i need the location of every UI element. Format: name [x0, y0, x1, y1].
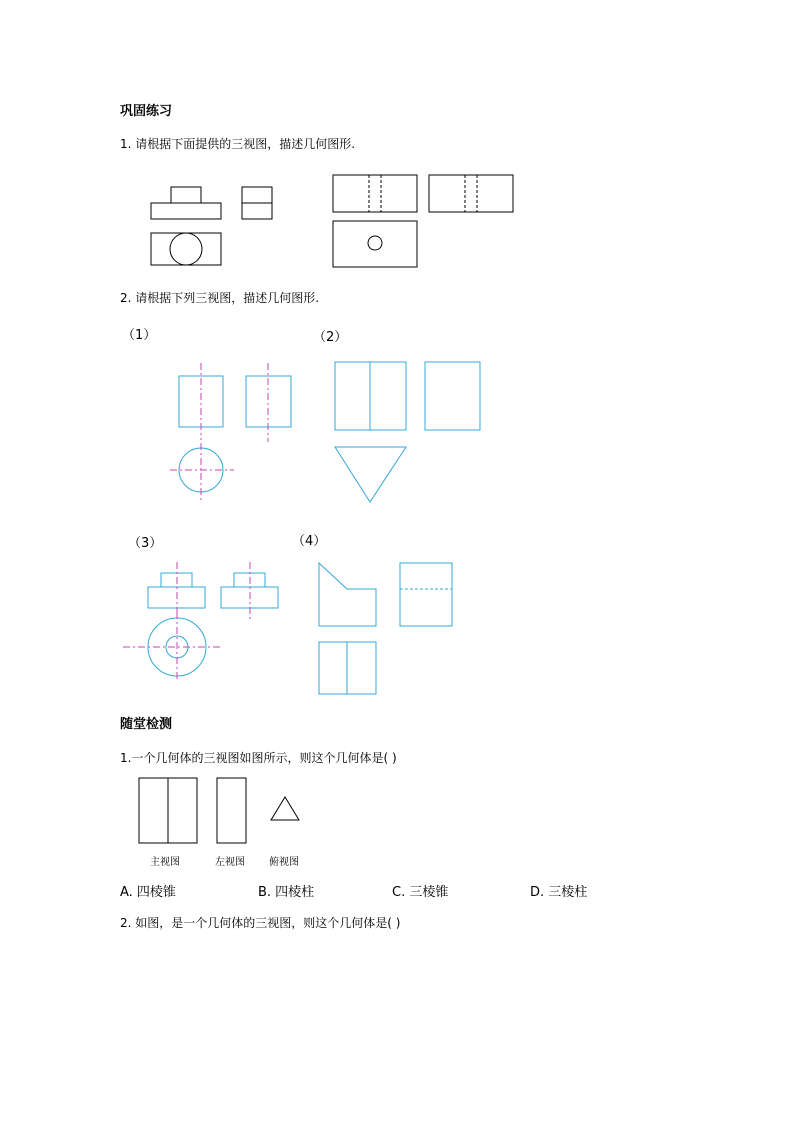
option-d[interactable]: D. 三棱柱 — [530, 885, 588, 900]
front-view-top-rect — [171, 187, 201, 203]
top-view-rect — [333, 221, 417, 267]
sub-label-1: （1） — [122, 328, 157, 343]
front-view-rect — [333, 175, 417, 212]
top-view-triangle — [335, 447, 406, 502]
sub-label-3: （3） — [128, 536, 163, 551]
quiz-figure-triangular-prism — [139, 778, 299, 843]
question-2-text: 2. 请根据下列三视图，描述几何图形. — [120, 291, 320, 305]
section-heading-consolidation: 巩固练习 — [120, 104, 173, 119]
side-view-rect — [429, 175, 513, 212]
question-1-text: 1. 请根据下面提供的三视图，描述几何图形. — [120, 137, 356, 151]
q1-figure-stepped-block — [151, 187, 272, 265]
option-c[interactable]: C. 三棱锥 — [392, 885, 449, 900]
caption-top-view: 俯视图 — [269, 857, 299, 868]
figure-3-stepped-cylinder — [123, 562, 278, 680]
figure-1-cylinder — [170, 363, 291, 500]
quiz-question-2-text: 2. 如图，是一个几何体的三视图，则这个几何体是( ) — [120, 916, 401, 930]
figure-4-cut-prism — [319, 563, 452, 694]
left-view-rect — [400, 563, 452, 626]
left-view-rect — [217, 778, 246, 843]
option-b[interactable]: B. 四棱柱 — [258, 885, 315, 900]
section-heading-quiz: 随堂检测 — [120, 717, 173, 732]
caption-front-view: 主视图 — [150, 857, 180, 868]
left-view-rect — [425, 362, 480, 430]
sub-label-2: （2） — [313, 330, 348, 345]
quiz-question-1-text: 1.一个几何体的三视图如图所示，则这个几何体是( ) — [120, 751, 397, 765]
front-view-base-rect — [151, 203, 221, 219]
option-a[interactable]: A. 四棱锥 — [120, 885, 176, 900]
front-view-polygon — [319, 563, 376, 626]
top-view-circle — [170, 233, 202, 265]
figure-2-triangular-prism — [335, 362, 480, 502]
top-view-triangle — [271, 797, 299, 820]
caption-left-view: 左视图 — [215, 857, 245, 868]
q1-figure-block-with-hole — [333, 175, 513, 267]
sub-label-4: （4） — [292, 534, 327, 549]
top-view-hole — [368, 236, 382, 250]
top-view-rect — [151, 233, 221, 265]
